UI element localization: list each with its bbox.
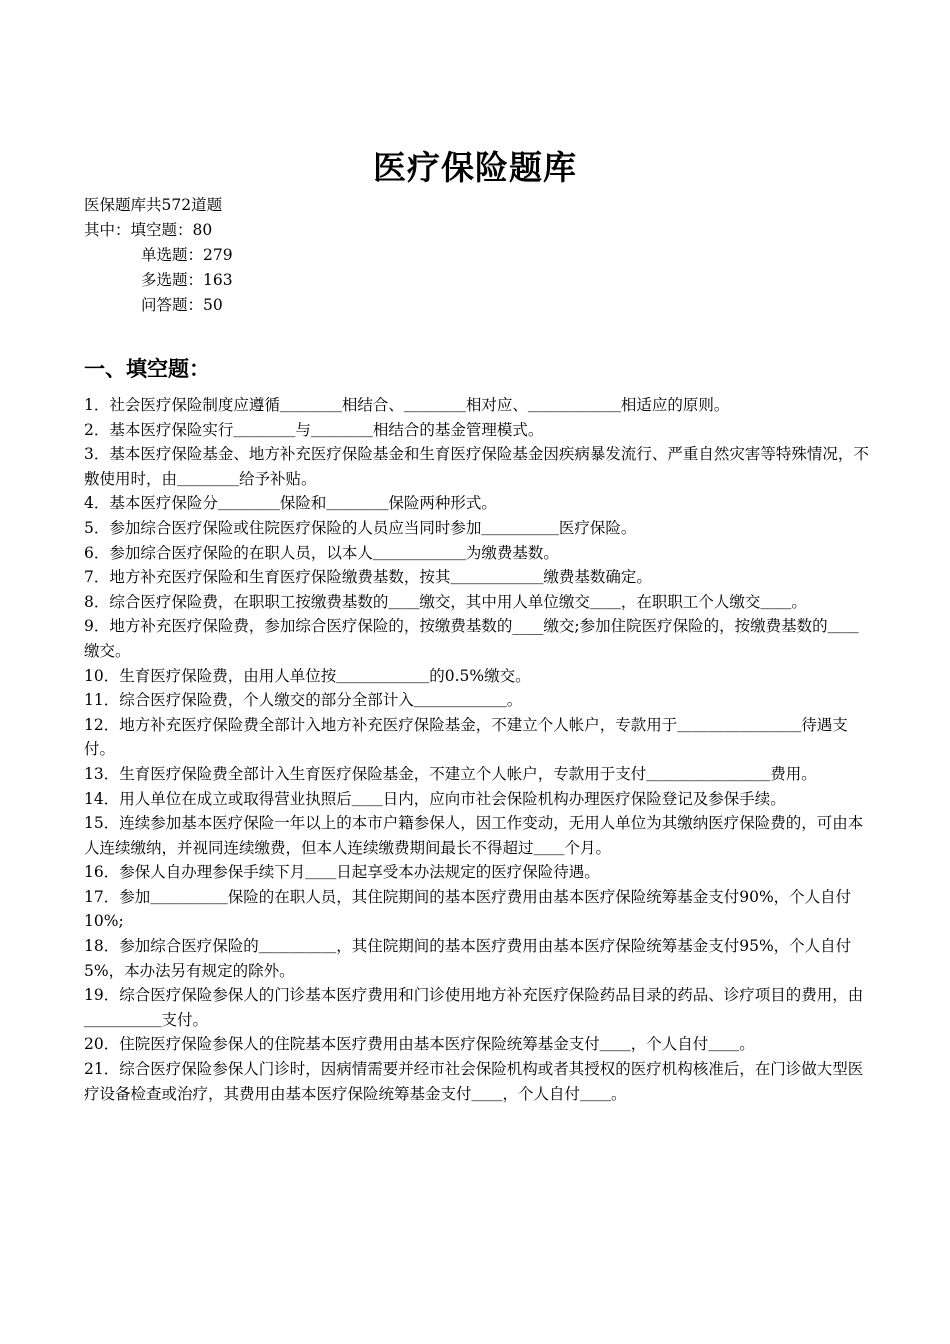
- question-item: 18．参加综合医疗保险的＿＿＿＿＿，其住院期间的基本医疗费用由基本医疗保险统筹基金支付95%，个人自付5%，本办法另有规定的除外。: [84, 937, 852, 980]
- summary-single-choice-count: 单选题：279: [141, 246, 233, 264]
- section-heading: 一、填空题：: [84, 356, 210, 381]
- question-item: 9．地方补充医疗保险费，参加综合医疗保险的，按缴费基数的____缴交;参加住院医疗保险的，按缴费基数的＿＿缴交。: [84, 617, 859, 660]
- question-item: 2．基本医疗保险实行＿＿＿＿与＿＿＿＿相结合的基金管理模式。: [84, 420, 544, 439]
- question-item: 6．参加综合医疗保险的在职人员，以本人＿＿＿＿＿＿为缴费基数。: [84, 543, 559, 562]
- question-item: 20．住院医疗保险参保人的住院基本医疗费用由基本医疗保险统筹基金支付＿＿，个人自付＿＿。: [84, 1035, 755, 1054]
- question-item: 8．综合医疗保险费，在职职工按缴费基数的＿＿缴交，其中用人单位缴交＿＿，在职职工个人缴交＿＿。: [84, 592, 807, 611]
- question-item: 3．基本医疗保险基金、地方补充医疗保险基金和生育医疗保险基金因疾病暴发流行、严重自然灾害等特殊情况，不敷使用时，由＿＿＿＿给予补贴。: [84, 445, 869, 488]
- question-item: 10．生育医疗保险费，由用人单位按＿＿＿＿＿＿的0.5%缴交。: [84, 666, 531, 685]
- summary-multiple-choice-count: 多选题：163: [141, 271, 233, 289]
- question-item: 7．地方补充医疗保险和生育医疗保险缴费基数，按其＿＿＿＿＿＿缴费基数确定。: [84, 568, 652, 587]
- question-item: 16．参保人自办理参保手续下月＿＿日起享受本办法规定的医疗保险待遇。: [84, 863, 600, 882]
- question-item: 15．连续参加基本医疗保险一年以上的本市户籍参保人，因工作变动，无用人单位为其缴纳医疗保险费的，可由本人连续缴纳，并视同连续缴费，但本人连续缴费期间最长不得超过＿＿个月。: [84, 814, 864, 857]
- page-title: 医疗保险题库: [373, 148, 577, 187]
- question-bank-summary: [84, 193, 233, 318]
- question-item: 13．生育医疗保险费全部计入生育医疗保险基金，不建立个人帐户，专款用于支付＿＿＿＿＿＿＿＿费用。: [84, 764, 817, 783]
- question-item: 4．基本医疗保险分＿＿＿＿保险和＿＿＿＿保险两种形式。: [84, 494, 497, 513]
- question-item: 21．综合医疗保险参保人门诊时，因病情需要并经市社会保险机构或者其授权的医疗机构核准后，在门诊做大型医疗设备检查或治疗，其费用由基本医疗保险统筹基金支付＿＿，个人自付＿＿。: [84, 1060, 864, 1103]
- question-item: 19．综合医疗保险参保人的门诊基本医疗费用和门诊使用地方补充医疗保险药品目录的药品、诊疗项目的费用，由＿＿＿＿＿支付。: [84, 986, 864, 1029]
- question-item: 11．综合医疗保险费，个人缴交的部分全部计入＿＿＿＿＿＿。: [84, 691, 523, 710]
- summary-total: 医保题库共572道题: [84, 196, 223, 214]
- question-item: 12．地方补充医疗保险费全部计入地方补充医疗保险基金，不建立个人帐户，专款用于＿＿＿＿＿＿＿＿待遇支付。: [84, 715, 848, 759]
- summary-fill-blank-count: 其中：填空题：80: [84, 221, 213, 239]
- question-item: 5．参加综合医疗保险或住院医疗保险的人员应当同时参加＿＿＿＿＿医疗保险。: [84, 518, 637, 537]
- question-item: 1．社会医疗保险制度应遵循＿＿＿＿相结合、＿＿＿＿相对应、＿＿＿＿＿＿相适应的原则。: [84, 396, 730, 414]
- question-item: 17．参加＿＿＿＿＿保险的在职人员，其住院期间的基本医疗费用由基本医疗保险统筹基金支付90%，个人自付10%;: [84, 887, 852, 931]
- summary-essay-count: 问答题：50: [141, 296, 223, 314]
- question-item: 14．用人单位在成立或取得营业执照后＿＿日内，应向市社会保险机构办理医疗保险登记及参保手续。: [84, 789, 786, 808]
- question-list: [84, 393, 869, 1106]
